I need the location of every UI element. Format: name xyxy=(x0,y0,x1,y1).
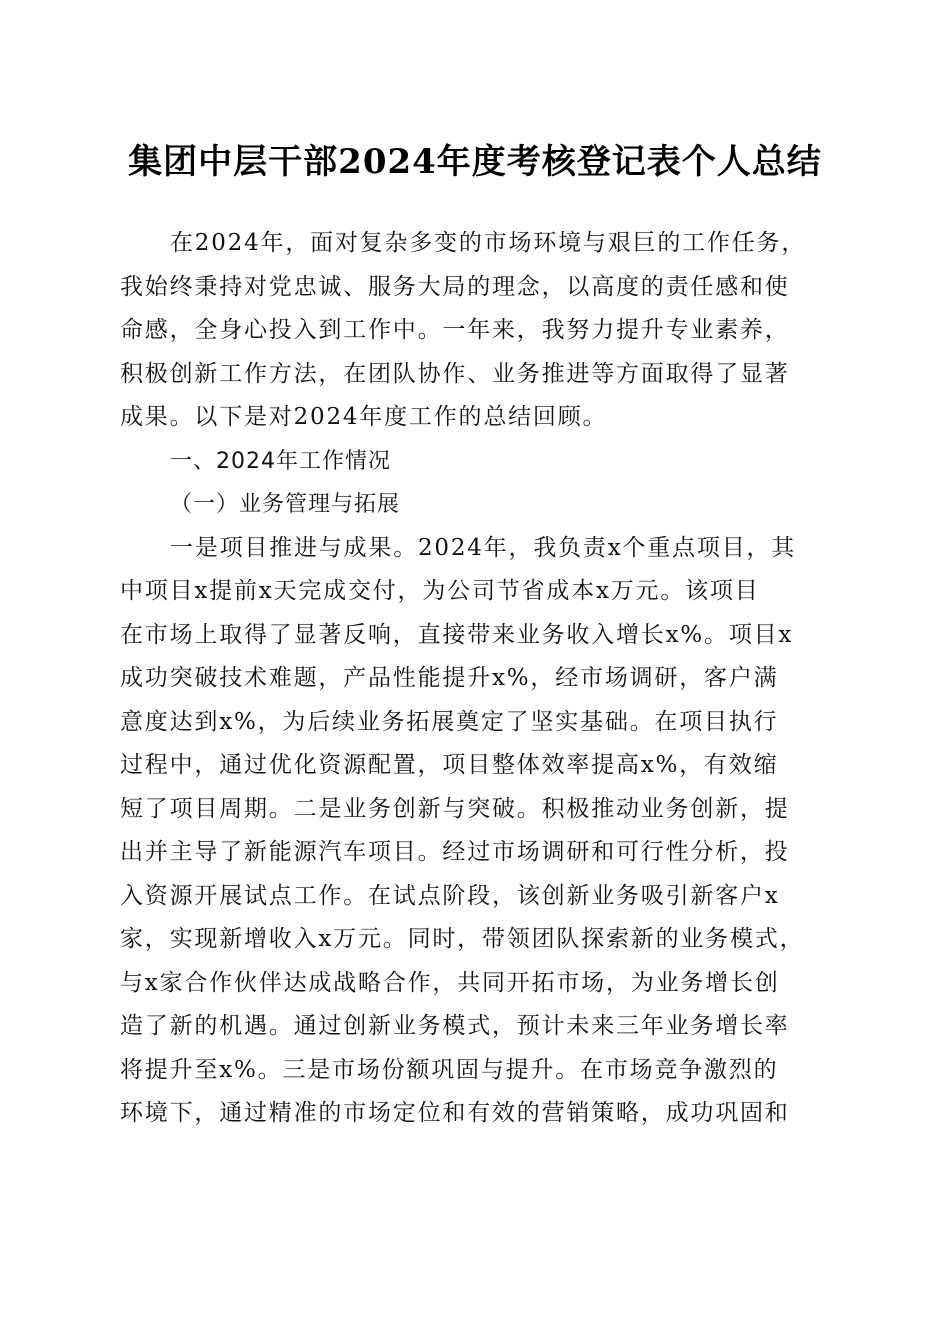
body-line: 出并主导了新能源汽车项目。经过市场调研和可行性分析，投 xyxy=(120,839,790,865)
body-line: 造了新的机遇。通过创新业务模式，预计未来三年业务增长率 xyxy=(120,1013,790,1039)
intro-line: 在2024年，面对复杂多变的市场环境与艰巨的工作任务， xyxy=(170,230,807,256)
intro-line: 积极创新工作方法，在团队协作、业务推进等方面取得了显著 xyxy=(120,360,790,387)
document-body xyxy=(120,222,830,1136)
body-line: 家，实现新增收入x万元。同时，带领团队探索新的业务模式， xyxy=(120,926,805,952)
body-line: 中项目x提前x天完成交付，为公司节省成本x万元。该项目 xyxy=(120,578,760,604)
body-line: 环境下，通过精准的市场定位和有效的营销策略，成功巩固和 xyxy=(120,1100,790,1126)
section-heading: 一、2024年工作情况 xyxy=(170,448,391,474)
document-title: 集团中层干部2024年度考核登记表个人总结 xyxy=(128,142,822,182)
body-line: 将提升至x%。三是市场份额巩固与提升。在市场竞争激烈的 xyxy=(120,1056,779,1083)
subsection-heading: （一）业务管理与拓展 xyxy=(170,492,401,517)
body-line: 入资源开展试点工作。在试点阶段，该创新业务吸引新客户x xyxy=(120,882,780,909)
intro-line: 命感，全身心投入到工作中。一年来，我努力提升专业素养， xyxy=(120,317,790,343)
body-line: 过程中，通过优化资源配置，项目整体效率提高x%，有效缩 xyxy=(120,752,779,778)
intro-line: 成果。以下是对2024年度工作的总结回顾。 xyxy=(120,404,608,430)
body-line: 成功突破技术难题，产品性能提升x%，经市场调研，客户满 xyxy=(120,665,779,691)
body-line: 短了项目周期。二是业务创新与突破。积极推动业务创新，提 xyxy=(120,795,790,822)
body-line: 一是项目推进与成果。2024年，我负责x个重点项目，其 xyxy=(170,534,797,561)
body-line: 意度达到x%，为后续业务拓展奠定了坚实基础。在项目执行 xyxy=(120,708,779,735)
intro-line: 我始终秉持对党忠诚、服务大局的理念，以高度的责任感和使 xyxy=(120,273,790,300)
body-line: 与x家合作伙伴达成战略合作，共同开拓市场，为业务增长创 xyxy=(120,969,780,996)
body-line: 在市场上取得了显著反响，直接带来业务收入增长x%。项目x xyxy=(120,621,794,648)
